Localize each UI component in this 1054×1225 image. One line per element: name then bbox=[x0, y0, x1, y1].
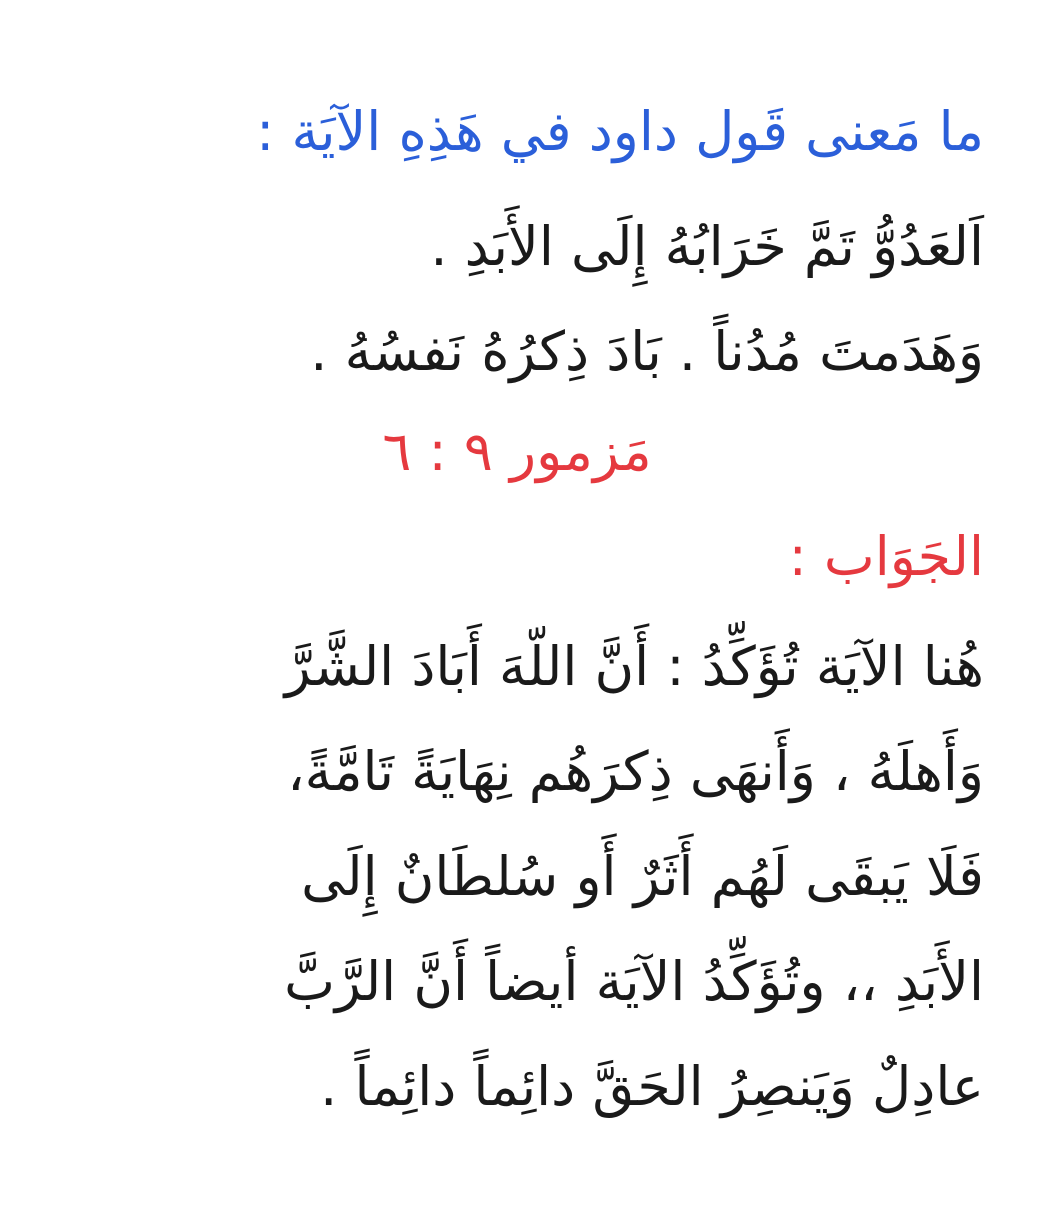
answer-line-1: هُنا الآيَة تُؤَكِّدُ : أَنَّ اللّهَ أَبَادَ الشَّرَّ bbox=[284, 635, 984, 698]
answer-line-5: عادِلٌ وَيَنصِرُ الحَقَّ دائِماً دائِماً . bbox=[320, 1055, 984, 1118]
verse-line-1: اَلعَدُوُّ تَمَّ خَرَابُهُ إِلَى الأَبَدِ . bbox=[430, 215, 984, 278]
answer-line-3: فَلَا يَبقَى لَهُم أَثَرٌ أَو سُلطَانٌ إِلَى bbox=[301, 845, 984, 908]
question-title: ما مَعنى قَول داود في هَذِهِ الآيَة : bbox=[256, 100, 984, 163]
verse-line-2: وَهَدَمتَ مُدُناً . بَادَ ذِكرُهُ نَفسُهُ . bbox=[310, 320, 984, 383]
answer-heading: الجَوَاب : bbox=[788, 525, 984, 588]
answer-line-4: الأَبَدِ ،، وتُؤَكِّدُ الآيَة أيضاً أَنَّ الرَّبَّ bbox=[284, 950, 984, 1013]
answer-line-2: وَأَهلَهُ ، وَأَنهَى ذِكرَهُم نِهَايَةً تَامَّةً، bbox=[287, 740, 984, 803]
verse-reference: مَزمور ٩ : ٦ bbox=[382, 420, 652, 483]
